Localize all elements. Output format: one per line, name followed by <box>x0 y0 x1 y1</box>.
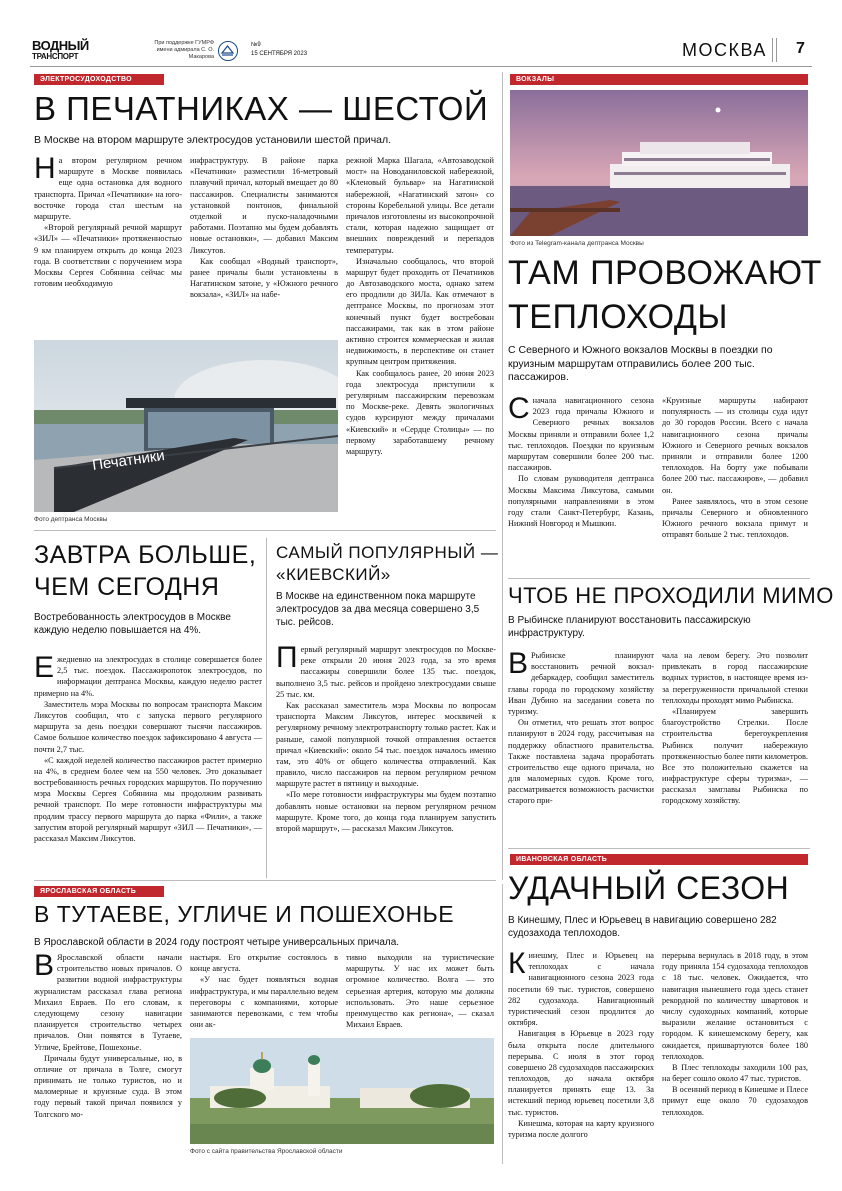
lead: С Северного и Южного вокзалов Москвы в поездки по круизным маршрутам отправились более 200 тыс. пассажиров. <box>508 344 773 384</box>
masthead-rule <box>30 66 812 67</box>
article-body <box>276 641 496 834</box>
paragraph: По словам руководителя дептранса Москвы Максима Ликсутова, самыми популярными направлениями в этом году стали Санкт-Петербург, Казань, Нижний Новгород и Мышкин. <box>508 474 654 529</box>
paragraph: настыря. Его открытие состоялось в конце августа. <box>190 953 338 974</box>
lead: В Москве на единственном пока маршруте электросудов за два месяца совершено 3,5 тыс. рейсов. <box>276 591 480 628</box>
paragraph: Как сообщал «Водный транспорт», ранее причалы были установлены в Нагатинском затоне, у «Южного речного вокзала», «ЗИЛ» на набе- <box>190 256 338 300</box>
masthead-divider-2 <box>776 38 777 62</box>
headline: ЧТОБ НЕ ПРОХОДИЛИ МИМО <box>508 583 834 608</box>
paragraph: жедневно на электросудах в столице совершается более 2,5 тыс. поездок. Пассажиропоток электросудов, по информации дептранса Москвы, каждую неделю растет примерно на 4%. <box>34 655 262 698</box>
photo-monastery <box>190 1038 494 1144</box>
paragraph: «Круизные маршруты набирают популярность — из столицы суда идут до 30 городов России. Всего с начала навигационного сезона причалы Южного и Северного речных вокзалов приняли и отправили более 1200 теплоходов. На борту уже побывали более 200 тыс. пассажиров», — добавил он. <box>662 396 808 495</box>
paragraph: В осенний период в Кинешме и Плесе примут еще около 70 судозаходов теплоходов. <box>662 1085 808 1117</box>
article-column-2 <box>190 155 338 300</box>
paragraph: перерыва вернулась в 2018 году, в этом году приняла 154 судозахода теплоходов с 18 тыс. человек. Ожидается, что навигация нынешнего года здесь станет рекордной по количеству швартовок и числу судоходных компаний, которые выразили желание остановиться с городом. К кинешемскому берегу, как ожидается, пришвартуются более 180 теплоходов. <box>662 951 808 1061</box>
paragraph: Причалы будут универсальные, но, в отличие от причала в Толге, смогут принимать не только туристов, но и маломерные и круизные суда. В этом году первый такой причал появился у Толгского мо- <box>34 1053 182 1119</box>
article-column-3 <box>346 155 494 457</box>
section-rule <box>34 880 496 881</box>
paragraph: а втором регулярном речном маршруте в Москве появилась еще одна остановка для водного транспорта. Причал «Печатники» на юго-восточке города стал шестым на маршруте. <box>34 156 182 221</box>
article-column-1 <box>508 947 654 1140</box>
paragraph: чала на левом берегу. Это позволит привлекать в город пассажирские водных туристов, в настоящее время из-за перегруженности причальной стенки теплоходы проходят мимо Рыбинска. <box>662 651 808 705</box>
column-divider <box>266 538 267 878</box>
photo-caption: Фото из Telegram-канала дептранса Москвы <box>510 240 644 247</box>
article-body <box>34 651 262 844</box>
article-column-1 <box>34 152 182 289</box>
masthead-divider <box>772 38 773 62</box>
paragraph: режной Марка Шагала, «Автозаводской мост» на Новоданиловской набережной, «Кленовый бульвар» на Нагатинской набережной, «Нагатинский затон» со стороны Коребельной улицы. Все детали причалов изготовлены из высокопрочной стали, которая надежно защищает от внешних повреждений и перепадов температуры. <box>346 156 494 255</box>
paragraph: ервый регулярный маршрут электросудов по Москве-реке открыли 20 июня 2023 года, за это время пассажиры совершили более 135 тыс. поездок, выполнено 3,5 тыс. рейсов и пройдено электросудами свыше 25 тыс. км. <box>276 645 496 699</box>
paragraph: Изначально сообщалось, что второй маршрут будет проходить от Печатников до Автозаводского моста, однако затем его продлили до ЗИЛа. Как отмечают в дептрансе Москвы, по прогнозам этот конечный пункт будет востребован пассажирами, так как в этом районе активно строится коммерческая и жилая недвижимость, в перспективе он станет крупным центром притяжения. <box>346 256 494 367</box>
page-number: 7 <box>796 40 805 57</box>
paragraph: начала навигационного сезона 2023 года причалы Южного и Северного речных вокзалов Москвы приняли и отправили более 1,2 тыс. теплоходов. Поездки по круизным маршрутам совершили более 200 тыс. пассажиров. <box>508 396 654 473</box>
section-rule <box>508 848 810 849</box>
paragraph: Ранее заявлялось, что в этом сезоне причалы Северного и обновленного Южного речного вокзала примут и отправят больше 2 тыс. теплоходов. <box>662 496 808 540</box>
headline-line1: ТАМ ПРОВОЖАЮТ <box>508 254 822 292</box>
rubric-tag: ЯРОСЛАВСКАЯ ОБЛАСТЬ <box>34 886 164 897</box>
paragraph: «У нас будет появляться водная инфраструктура, и мы параллельно ведем переговоры с компаниями, которые занимаются перевозками, с тем чтобы они ак- <box>190 975 338 1030</box>
article-column-2 <box>662 395 808 540</box>
issue-number: №9 <box>251 42 261 48</box>
paragraph: Рыбинске планируют восстановить речной вокзал-дебаркадер, сообщил заместитель главы города по городскому хозяйству Иван Дубино на заседании совета по туризму. <box>508 651 654 716</box>
lead: В Ярославской области в 2024 году построят четыре универсальных причала. <box>34 937 400 948</box>
headline: В ПЕЧАТНИКАХ — ШЕСТОЙ <box>34 90 489 127</box>
column-divider <box>502 72 503 880</box>
paragraph: «С каждой неделей количество пассажиров растет примерно на 4%, в среднем более чем на 550 человек. Это доказывает востребованность речных городских маршрутов. По поручению мэра Москвы Сергея Собянина мы продолжим развивать речной транспорт. По мере готовности инфраструктуры мы продлим трассу первого маршрута до парка «Фили», а также запустим второй регулярный маршрут «ЗИЛ — Печатники», — рассказал Максим Ликсутов. <box>34 755 262 843</box>
section-title: МОСКВА <box>682 40 767 60</box>
headline-line2: ТЕПЛОХОДЫ <box>508 298 728 336</box>
headline-line1: ЗАВТРА БОЛЬШЕ, <box>34 541 257 569</box>
photo-cruise-ship <box>510 90 808 236</box>
article-column-1 <box>508 647 654 807</box>
lead: В Кинешму, Плес и Юрьевец в навигацию совершено 282 судозахода теплоходов. <box>508 915 777 939</box>
paragraph: «Планируем завершить благоустройство Стрелки. После строительства берегоукрепления Рыбинск получит набережную протяженностью более пяти километров. Все это положительно скажется на инфраструктуре сферы туризма», — рассказал замглавы Рыбинска по городскому хозяйству. <box>662 706 808 806</box>
lead: В Рыбинске планируют восстановить пассажирскую инфраструктуру. <box>508 615 751 639</box>
section-rule <box>508 578 810 579</box>
column-divider <box>502 884 503 1164</box>
headline-line2: ЧЕМ СЕГОДНЯ <box>34 573 220 601</box>
dropcap: Е <box>34 651 55 684</box>
dropcap: С <box>508 392 530 425</box>
logo <box>32 40 112 64</box>
headline: УДАЧНЫЙ СЕЗОН <box>508 870 790 906</box>
rubric-tag: ИВАНОВСКАЯ ОБЛАСТЬ <box>510 854 808 865</box>
university-emblem-icon <box>218 41 238 61</box>
lead: Востребованность электросудов в Москве каждую неделю повышается на 4%. <box>34 612 231 636</box>
article-column-1 <box>508 392 654 529</box>
paragraph: В Плес теплоходы заходили 100 раз, на берег сошло около 47 тыс. туристов. <box>662 1062 808 1084</box>
article-column-2 <box>190 952 338 1030</box>
paragraph: Навигация в Юрьевце в 2023 году была открыта после длительного перерыва. С июля в этот город совершено 28 судозаходов пассажирских теплоходов, до начала октября планируется принять еще 13. За истекший период юрьевец посетили 3,8 тыс. туристов. <box>508 1029 654 1117</box>
article-column-2 <box>662 950 808 1118</box>
article-column-3 <box>346 952 494 1030</box>
dropcap: Н <box>34 152 56 185</box>
support-text: При поддержке ГУМРФ имени адмирала С. О. Макарова <box>154 40 214 60</box>
section-rule <box>34 530 496 531</box>
paragraph: Кинешма, которая на карту круизного туризма после долгого <box>508 1118 654 1139</box>
lead: В Москве на втором маршруте электросудов установили шестой причал. <box>34 134 392 146</box>
paragraph: Как сообщалось ранее, 20 июня 2023 года электросуда приступили к регулярным пассажирским перевозкам по Москве-реке. Девять экологичных судов курсируют между причалами «Киевский» и «Сердце Столицы» — по первому заработавшему речному маршруту. <box>346 368 494 456</box>
pier-sign: Печатники <box>91 447 166 474</box>
article-column-1 <box>34 949 182 1120</box>
rubric-tag: ЭЛЕКТРОСУДОХОДСТВО <box>34 74 164 85</box>
dropcap: В <box>508 647 529 680</box>
paragraph: Заместитель мэра Москвы по вопросам транспорта Максим Ликсутов сообщил, что с запуска первого регулярного маршрута за день поездки совершают тысячи пассажиров. Самое большое количество поездок зафиксировано 4 августа — почти 2,7 тыс. <box>34 699 262 754</box>
paragraph: инешму, Плес и Юрьевец на теплоходах с начала навигационного сезона 2023 года посетили 69 тыс. туристов, совершено 282 судозахода. Навигационный туристический сезон продлится до октября. <box>508 951 654 1028</box>
article-column-2 <box>662 650 808 807</box>
paragraph: Ярославской области начали строительство новых причалов. О развитии водной инфраструктуры журналистам рассказал глава региона Михаил Евраев. По его словам, к следующему сезону навигации планируется строительство четырех причалов. Они появятся в Тутаеве, Угличе, Брейтове, Пошехонье. <box>34 953 182 1052</box>
paragraph: тивно выходили на туристические маршруты. У нас их может быть огромное количество. Волга — это серьезная артерия, которую мы должны использовать. Это наше серьезное преимущество как региона», — сказал Михаил Евраев. <box>346 953 494 1030</box>
photo-pier <box>34 340 338 512</box>
headline-line2: «КИЕВСКИЙ» <box>276 565 391 584</box>
photo-caption: Фото дептранса Москвы <box>34 516 108 523</box>
issue-date: 15 СЕНТЯБРЯ 2023 <box>251 51 308 57</box>
dropcap: В <box>34 949 55 982</box>
headline: В ТУТАЕВЕ, УГЛИЧЕ И ПОШЕХОНЬЕ <box>34 901 455 927</box>
paragraph: Он отметил, что решать этот вопрос планируют в 2024 году, рассчитывая на поддержку областного правительства. Также поставлена задача проработать строительство еще одного причала, но для маломерных судов. Кроме того, рассматривается возможность расчистки старого при- <box>508 718 654 806</box>
logo-line2: ТРАНСПОРТ <box>32 52 79 61</box>
paragraph: Как рассказал заместитель мэра Москвы по вопросам транспорта Максим Ликсутов, интерес москвичей к регулярному речному электротранспорту только растет. Как и раньше, самой популярной точкой отправления остается причал «Киевский»: около 54 тыс. поездок началось именно там, это 40% от общего количества отправлений. Как правило, число пассажиров на первом регулярном речном маршруте растет в пятницу и выходные. <box>276 700 496 789</box>
paragraph: инфраструктуру. В районе парка «Печатники» разместили 16-метровый плавучий причал, который вмещает до 80 пассажиров. Специалисты занимаются установкой понтонов, финальной отделкой и пуско-наладочными работами. Поэтапно мы будем добавлять новые остановки», — добавил Максим Ликсутов. <box>190 156 338 255</box>
headline-line1: САМЫЙ ПОПУЛЯРНЫЙ — <box>276 543 499 562</box>
dropcap: К <box>508 947 526 980</box>
dropcap: П <box>276 641 298 674</box>
logo-line1: ВОДНЫЙ <box>32 38 89 53</box>
paragraph: «Второй регулярный речной маршрут «ЗИЛ» — «Печатники» протяженностью 9 км планируем открыть до конца 2023 года. В соответствии с поручением мэра Москвы Сергея Собянина сейчас мы готовим необходимую <box>34 223 182 289</box>
paragraph: «По мере готовности инфраструктуры мы будем поэтапно добавлять новые остановки на первом регулярном речном маршруте. Кроме того, до конца года планируем запустить второй маршрут», — рассказал Максим Ликсутов. <box>276 790 496 833</box>
photo-caption: Фото с сайта правительства Ярославской области <box>190 1148 343 1155</box>
rubric-tag: ВОКЗАЛЫ <box>510 74 808 85</box>
